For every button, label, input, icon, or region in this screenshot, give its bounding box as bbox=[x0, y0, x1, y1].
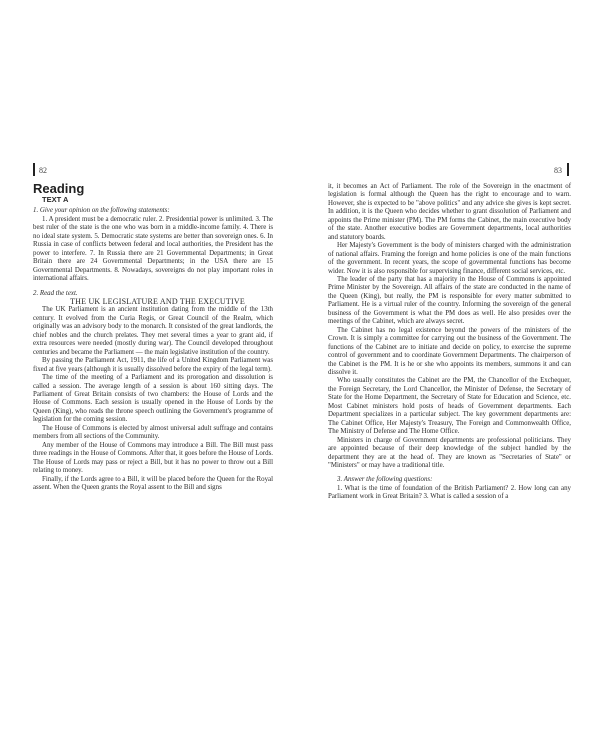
text-title: THE UK LEGISLATURE AND THE EXECUTIVE bbox=[70, 296, 245, 306]
paragraph: The leader of the party that has a majority in the House of Commons is appointed Prime Minister by the Sovereign. All affairs of the state are conducted in the name of the Queen (King), but really, the PM is responsible for every matter submitted to Parliament. He is a virtual ruler of the country. Informing the sovereign of the general business of the Government is what the PM does as well. He also presides over the meetings of the Cabinet, which are always secret. bbox=[328, 275, 571, 326]
section-heading: Reading bbox=[33, 181, 85, 196]
paragraph: The Cabinet has no legal existence beyond the powers of the ministers of the Crown. It is simply a committee for carrying out the business of the Government. The functions of the Cabinet are to initiate and decide on policy, to exercise the supreme control of government and to coordinate Government Departments. The chairperson of the Cabinet is the PM. It is he or she who appoints its members, summons it and can dissolve it. bbox=[328, 326, 571, 376]
task1-body: 1. A president must be a democratic ruler. 2. Presidential power is unlimited. 3. The best ruler of the state is the one who was born in a middle-income family. 4. There is no ideal state system. 5. Democratic state systems are better than sovereign ones. 6. In Russia in case of conflicts between federal and local authorities, the President has the power to interfere. 7. In Russia there are 21 Governmental Departments; in Great Britain there are 24 Governmental Departments; in the USA there are 15 Governmental Departments. 8. Nowadays, sovereigns do not play important roles in international affairs. bbox=[33, 215, 273, 283]
task3-prompt: 3. Answer the following questions: bbox=[337, 476, 433, 484]
right-column bbox=[328, 183, 571, 502]
page-marker-bar-right bbox=[567, 163, 569, 176]
paragraph: it, it becomes an Act of Parliament. The role of the Sovereign in the enactment of legislation is formal although the Queen has the right to encourage and to warn. However, she is expected to be "above politics" and any advice she gives is kept secret. In addition, it is the Queen who decides whether to grant dissolution of Parliament and appoints the Prime minister (PM). The PM forms the Cabinet, the main executive body of the state. Another executive bodies are Government departments, local authorities and statutory boards. bbox=[328, 183, 571, 241]
paragraph: Any member of the House of Commons may introduce a Bill. The Bill must pass three readings in the House of Commons. After that, it goes before the House of Lords. The House of Lords may pass or reject a Bill, but it has no power to throw out a Bill relating to money. bbox=[33, 441, 273, 475]
paragraph: By passing the Parliament Act, 1911, the life of a United Kingdom Parliament was fixed at five years (although it is usually dissolved before the expiry of the legal term). bbox=[33, 357, 273, 373]
right-page bbox=[300, 0, 600, 750]
page-number-left: 82 bbox=[39, 166, 47, 175]
paragraph: Ministers in charge of Government departments are professional politicians. They are appointed because of their deep knowledge of the subject handled by the department they are at the head of. They are known as "Secretaries of State" or "Ministers" or may have a traditional title. bbox=[328, 436, 571, 469]
page-marker-bar-left bbox=[33, 163, 35, 176]
paragraph: The House of Commons is elected by almost universal adult suffrage and contains members from all sections of the Community. bbox=[33, 424, 273, 441]
task2-prompt: 2. Read the text. bbox=[33, 289, 78, 297]
page-number-right: 83 bbox=[554, 166, 562, 175]
paragraph: The UK Parliament is an ancient institution dating from the middle of the 13th century. It evolved from the Curia Regis, or Great Council of the Realm, which originally was an advisory body to the monarch. It consisted of the great landlords, the chief nobles and the church prelates. They met several times a year to grant aid, if extra resources were needed (mostly during war). The Council developed throughout centuries and became the Parliament — the main legislative institution of the country. bbox=[33, 306, 273, 356]
task3-body: 1. What is the time of foundation of the British Parliament? 2. How long can any Parliament work in Great Britain? 3. What is called a session of a bbox=[328, 484, 571, 501]
paragraph: The time of the meeting of a Parliament and its prorogation and dissolution is called a session. The average length of a session is about 160 sitting days. The Parliament of Great Britain consists of two chambers: the House of Lords and the House of Commons. Each session is usually opened in the House of Lords by the Queen (King), who reads the throne speech outlining the Government's programme of legislation for the coming session. bbox=[33, 374, 273, 424]
text-label: TEXT A bbox=[42, 195, 69, 204]
left-column bbox=[33, 196, 273, 492]
paragraph: Who usually constitutes the Cabinet are the PM, the Chancellor of the Exchequer, the Foreign Secretary, the Lord Chancellor, the Minister of Defense, the Secretary of State for the Home Department, the Secretary of State for Education and Science, etc. Most Cabinet ministers hold posts of heads of Government departments. Each Department specializes in a particular subject. The key government departments are: The Cabinet Office, Her Majesty's Treasury, The Foreign and Commonwealth Office, The Ministry of Defense and The Home Office. bbox=[328, 377, 571, 436]
task1-prompt: 1. Give your opinion on the following statements: bbox=[33, 207, 170, 215]
paragraph: Finally, if the Lords agree to a Bill, it will be placed before the Queen for the Royal assent. When the Queen grants the Royal assent to the Bill and signs bbox=[33, 475, 273, 491]
paragraph: Her Majesty's Government is the body of ministers charged with the administration of national affairs. Framing the foreign and home policies is one of the main functions of the government. In recent years, the scope of governmental functions has become wider. Now it is also responsible for supervising finance, different social services, etc. bbox=[328, 242, 571, 275]
